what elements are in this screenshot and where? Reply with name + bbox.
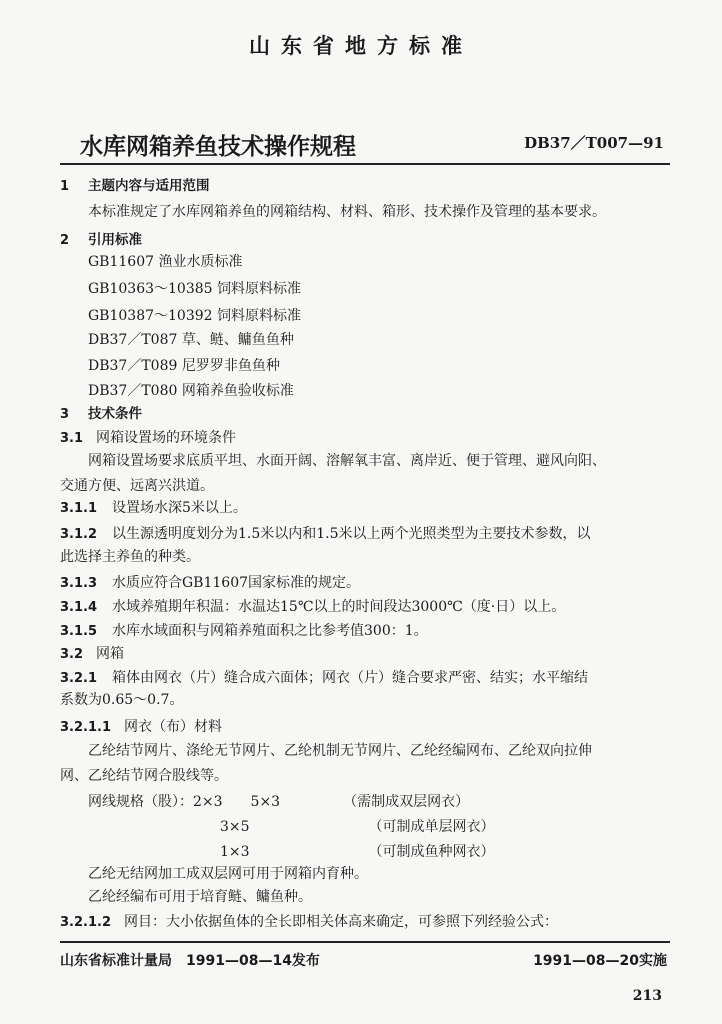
text-line: [60, 498, 247, 519]
text-line: [60, 621, 428, 642]
clause-text: 设置场水深5米以上。: [112, 500, 247, 516]
clause-text: 此选择主养鱼的种类。: [60, 549, 200, 565]
clause-text: 网衣（布）材料: [124, 719, 222, 735]
section-heading: [60, 176, 210, 197]
clause-text: 引用标准: [88, 232, 142, 248]
document-title: 水库网箱养鱼技术操作规程: [80, 134, 356, 160]
text-line: [220, 842, 495, 862]
section-heading: [60, 404, 142, 425]
text-line: [88, 306, 301, 326]
clause-text: 网箱设置场的环境条件: [96, 430, 236, 446]
clause-text: 3×5 （可制成单层网衣）: [220, 819, 495, 835]
clause-number: 1: [60, 179, 70, 194]
text-line: [60, 597, 565, 618]
clause-number: 3.2.1.2: [60, 915, 111, 930]
clause-text: 乙纶经编布可用于培育鲢、鳙鱼种。: [88, 889, 312, 905]
clause-text: GB10363～10385 饲料原料标准: [88, 281, 301, 297]
text-line: [88, 330, 294, 350]
clause-text: DB37／T087 草、鲢、鳙鱼鱼种: [88, 332, 294, 348]
text-line: [60, 766, 228, 786]
clause-text: 乙纶无结网加工成双层网可用于网箱内育种。: [88, 866, 368, 882]
text-line: [60, 912, 558, 933]
clause-text: 交通方便、远离兴洪道。: [60, 478, 214, 494]
text-line: [88, 356, 280, 376]
clause-number: 3.2: [60, 647, 84, 662]
bottom-divider: [60, 941, 670, 943]
clause-number: 3.2.1: [60, 671, 98, 686]
clause-text: 乙纶结节网片、涤纶无节网片、乙纶机制无节网片、乙纶经编网布、乙纶双向拉伸: [88, 743, 592, 759]
text-line: [60, 524, 591, 545]
text-line: [88, 741, 592, 761]
text-line: [88, 252, 242, 272]
clause-text: 本标准规定了水库网箱养鱼的网箱结构、材料、箱形、技术操作及管理的基本要求。: [88, 204, 606, 220]
text-line: [88, 792, 469, 812]
clause-text: 网线规格（股）：2×3 5×3 （需制成双层网衣）: [88, 794, 470, 810]
text-line: [60, 717, 222, 738]
clause-number: 3.1: [60, 431, 84, 446]
standard-code: DB37／T007—91: [524, 134, 664, 152]
clause-number: 3.1.4: [60, 600, 98, 615]
clause-number: 3.1.3: [60, 576, 98, 591]
implementation-date: 1991—08—20实施: [533, 953, 667, 969]
clause-text: GB11607 渔业水质标准: [88, 254, 243, 270]
text-line: [88, 381, 294, 401]
text-line: [88, 202, 606, 222]
clause-text: 系数为0.65～0.7。: [60, 692, 184, 708]
clause-number: 3.2.1.1: [60, 720, 111, 735]
clause-text: 网目：大小依据鱼体的全长即相关体高来确定，可参照下列经验公式：: [124, 914, 558, 930]
clause-text: 1×3 （可制成鱼种网衣）: [220, 844, 495, 860]
text-line: [88, 887, 312, 907]
text-line: [60, 690, 183, 710]
clause-text: DB37／T080 网箱养鱼验收标准: [88, 383, 294, 399]
text-line: [60, 644, 124, 665]
document-header: 山东省地方标准: [249, 34, 473, 58]
text-line: [88, 279, 301, 299]
clause-text: 箱体由网衣（片）缝合成六面体；网衣（片）缝合要求严密、结实；水平缩结: [112, 670, 588, 686]
text-line: [88, 864, 368, 884]
clause-number: 3.1.5: [60, 624, 98, 639]
clause-text: 以生源透明度划分为1.5米以内和1.5米以上两个光照类型为主要技术参数，以: [112, 526, 591, 542]
clause-number: 3.1.1: [60, 501, 98, 516]
text-line: [60, 573, 360, 594]
clause-text: 技术条件: [88, 406, 142, 422]
clause-number: 2: [60, 233, 70, 248]
section-heading: [60, 230, 142, 251]
clause-text: 水质应符合GB11607国家标准的规定。: [112, 575, 361, 591]
text-line: [60, 476, 214, 496]
clause-text: 水库水域面积与网箱养殖面积之比参考值300：1。: [112, 623, 428, 639]
clause-text: 水域养殖期年积温：水温达15℃以上的时间段达3000℃（度·日）以上。: [112, 599, 566, 615]
text-line: [60, 668, 588, 689]
clause-text: GB10387～10392 饲料原料标准: [88, 308, 301, 324]
clause-number: 3.1.2: [60, 527, 98, 542]
text-line: [60, 428, 236, 449]
page-number: 213: [632, 988, 662, 1004]
issue-info: 山东省标准计量局 1991—08—14发布: [60, 953, 320, 969]
text-line: [220, 817, 495, 837]
clause-text: DB37／T089 尼罗罗非鱼鱼种: [88, 358, 280, 374]
clause-text: 网箱设置场要求底质平坦、水面开阔、溶解氧丰富、离岸近、便于管理、避风向阳、: [88, 453, 606, 469]
clause-text: 网、乙纶结节网合股线等。: [60, 768, 228, 784]
clause-number: 3: [60, 407, 70, 422]
clause-text: 网箱: [96, 646, 124, 662]
text-line: [88, 451, 606, 471]
top-divider: [60, 163, 670, 165]
clause-text: 主题内容与适用范围: [88, 178, 210, 194]
text-line: [60, 547, 200, 567]
